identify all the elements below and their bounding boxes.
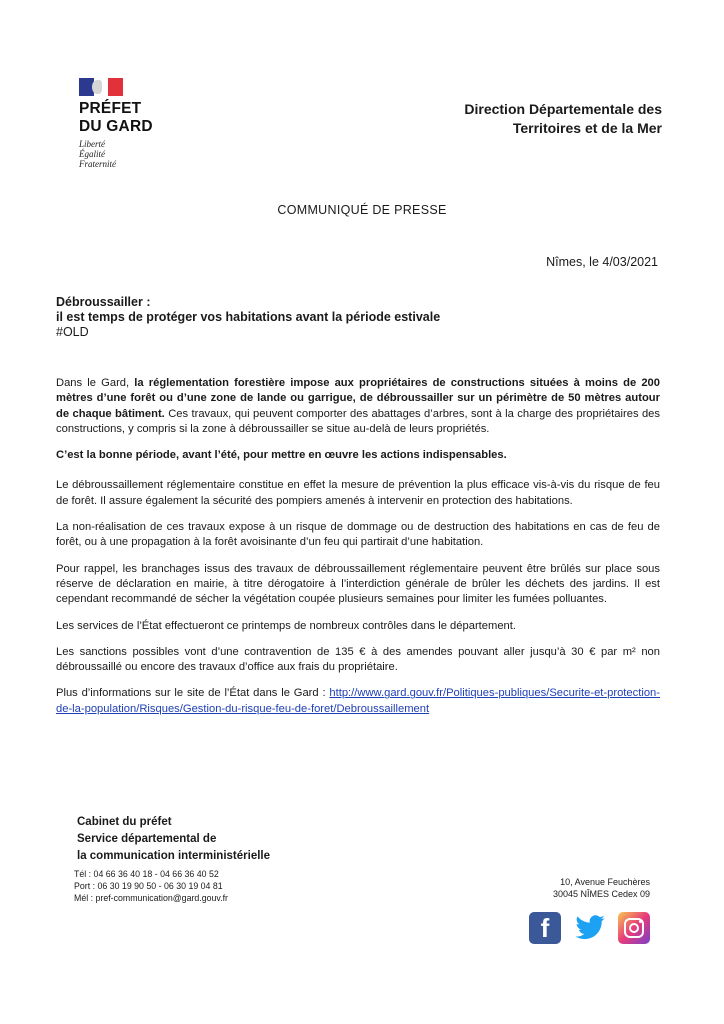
- headline-hashtag: #OLD: [56, 325, 89, 339]
- facebook-icon[interactable]: f: [529, 912, 561, 944]
- paragraph-more-info: Plus d’informations sur le site de l’État dans le Gard : http://www.gard.gouv.fr/Politiques-publiques/Securite-et-protection-de-la-population/Risques/Gestion-du-risque-feu-de-foret/Debroussaillement: [56, 687, 660, 715]
- postal-address: 10, Avenue Feuchères 30045 NÎMES Cedex 09: [552, 877, 650, 899]
- headline-line1: Débroussailler :: [56, 295, 151, 309]
- prefect-title: PRÉFET DU GARD: [79, 100, 153, 135]
- paragraph-good-period: C’est la bonne période, avant l’été, pour mettre en œuvre les actions indispensables.: [56, 449, 507, 462]
- phone-line: Tél : 04 66 36 40 18 - 04 66 36 40 52: [74, 869, 219, 879]
- headline-line2: il est temps de protéger vos habitations avant la période estivale: [56, 310, 441, 324]
- press-release-title: COMMUNIQUÉ DE PRESSE: [277, 203, 447, 217]
- contact-block: [74, 868, 228, 904]
- mobile-line: Port : 06 30 19 90 50 - 06 30 19 04 81: [74, 881, 223, 891]
- marianne-logo-icon: [79, 78, 123, 96]
- release-date: Nîmes, le 4/03/2021: [546, 255, 658, 269]
- paragraph-prevention: Le débroussaillement réglementaire constitue en effet la mesure de prévention la plus efficace vis-à-vis du risque de feu de forêt. Il assure également la sécurité des pompiers amenés à intervenir en protection des habitations.: [56, 479, 660, 507]
- paragraph-controls: Les services de l’État effectueront ce printemps de nombreux contrôles dans le département.: [56, 619, 516, 632]
- republic-motto: Liberté Égalité Fraternité: [79, 139, 116, 169]
- prefecture-logo: [79, 78, 153, 169]
- paragraph-regulation: Dans le Gard, la réglementation forestière impose aux propriétaires de constructions situées à moins de 200 mètres d’une forêt ou d’une zone de lande ou garrigue, de débroussailler sur un périmètre de 50 mètres autour de chaque bâtiment. Ces travaux, qui peuvent comporter des abattages d’arbres, sont à la charge des propriétaires des constructions, y compris si la zone à débroussailler se situe au-delà de leurs propriétés.: [56, 377, 660, 435]
- issuing-direction: Direction Départementale des Territoires et de la Mer: [464, 101, 662, 136]
- paragraph-risk: La non-réalisation de ces travaux expose à un risque de dommage ou de destruction des habitations en cas de feu de forêt, ou à une propagation à la forêt avoisinante d’un feu qui partirait d’une habitation.: [56, 521, 660, 549]
- email-line[interactable]: Mél : pref-communication@gard.gouv.fr: [74, 893, 228, 903]
- headline: [56, 295, 440, 340]
- instagram-icon[interactable]: [618, 912, 650, 944]
- cabinet-block: Cabinet du préfet Service départemental de la communication interministérielle: [77, 816, 270, 862]
- twitter-icon[interactable]: [572, 912, 608, 944]
- paragraph-sanctions: Les sanctions possibles vont d’une contravention de 135 € à des amendes pouvant aller jusqu’à 30 € par m² non débroussaillé ou encore des travaux d’office aux frais du propriétaire.: [56, 645, 660, 674]
- press-body: [56, 376, 660, 728]
- paragraph-burning: Pour rappel, les branchages issus des travaux de débroussaillement réglementaire peuvent être brûlés sur place sous réserve de déclaration en mairie, à titre dérogatoire à l’interdiction générale de brûler les déchets des jardins. Il est cependant recommandé de sécher la végétation coupée plusieurs semaines pour limiter les fumées polluantes.: [56, 562, 660, 606]
- info-link[interactable]: http://www.gard.gouv.fr/Politiques-publiques/Securite-et-protection-de-la-population/Risques/Gestion-du-risque-feu-de-foret/Debroussaillement: [56, 687, 660, 715]
